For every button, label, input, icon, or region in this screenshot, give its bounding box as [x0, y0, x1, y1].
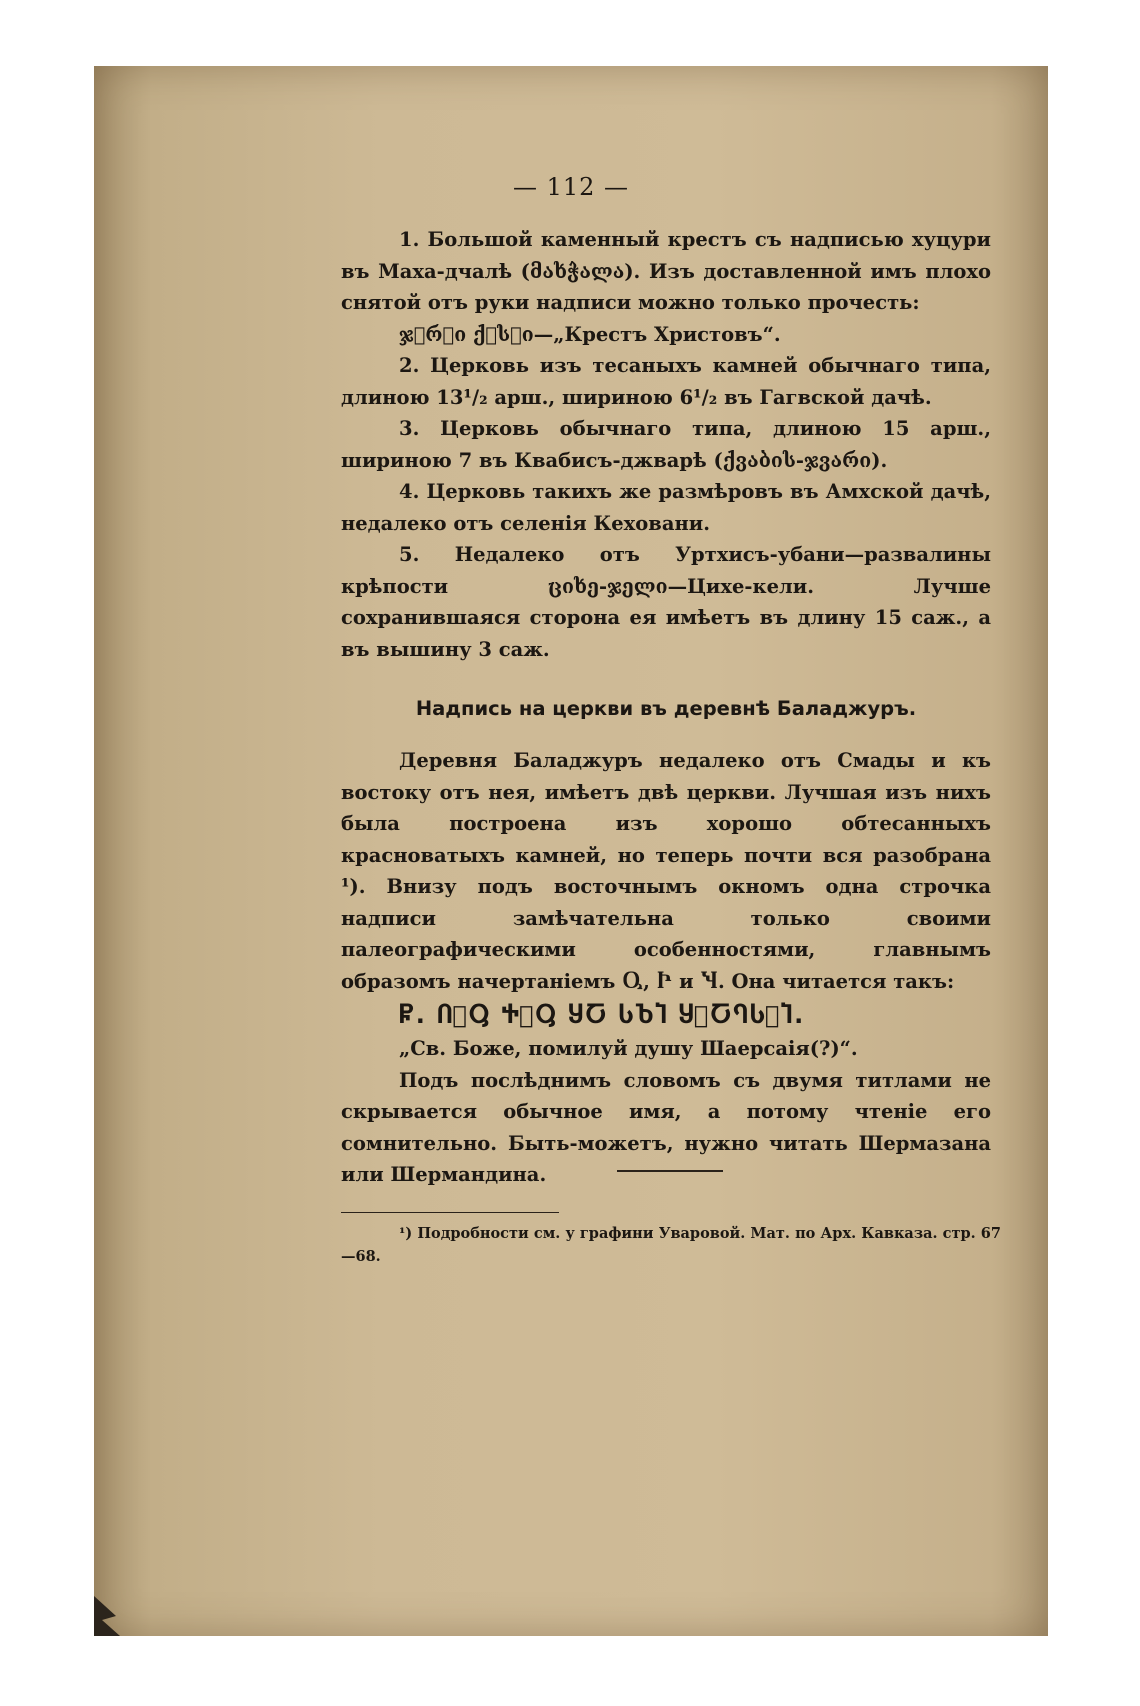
footnote — [341, 1222, 1001, 1268]
paragraph-1: 1. Большой каменный крестъ съ надписью хуцури въ Маха-дчалѣ (მახჭალა). Изъ доставленной имъ плохо снятой отъ руки надписи можно только прочесть: — [341, 228, 991, 314]
paragraph-3: 3. Церковь обычнаго типа, длиною 15 арш., шириною 7 въ Квабисъ-джварѣ (ქვაბის-ჯვარი). — [341, 417, 991, 472]
footnote-divider — [341, 1212, 559, 1213]
paragraph-4: 4. Церковь такихъ же размѣровъ въ Амхской дачѣ, недалеко отъ селенія Кеховани. — [341, 480, 991, 535]
main-text — [341, 224, 991, 1191]
inscription-translation: „Св. Боже, помилуй душу Шаерсаія(?)“. — [399, 1037, 858, 1060]
section-heading: Надпись на церкви въ деревнѣ Баладжуръ. — [415, 697, 917, 720]
section-paragraph-1: Деревня Баладжуръ недалеко отъ Смады и къ востоку отъ нея, имѣетъ двѣ церкви. Лучшая изъ нихъ была построена изъ хорошо обтесанныхъ красноватыхъ камней, но теперь почти вся разобрана ¹). Внизу подъ восточнымъ окномъ одна строчка надписи замѣчательна только своими палеографическими особенностями, главнымъ образомъ начертаніемъ Ⴓ, Ⴡ и Ⴏ. Она читается такъ: — [341, 749, 991, 993]
section-paragraph-2: Подъ послѣднимъ словомъ съ двумя титлами не скрывается обычное имя, а потому чтеніе его сомнительно. Быть-можетъ, нужно читать Шермазана или Шермандина. — [341, 1068, 991, 1186]
inscription-line: Ⴜ. Ⴖ︦Ⴓ Ⴕ︦Ⴓ ႸႠ ႱႦႨ Ⴘ︦ႠႤႱ︦Ⴈ. — [399, 1001, 806, 1029]
torn-corner-mark — [94, 1576, 134, 1636]
page-number: — 112 — — [512, 173, 630, 201]
paragraph-1-inscription: ჯ︦რ︦ი ქ︦ს︦ი—„Крестъ Христовъ“. — [399, 322, 781, 346]
paragraph-5: 5. Недалеко отъ Уртхисъ-убани—развалины крѣпости ციხე-ჯელი—Цихе-кели. Лучше сохранившаяся сторона ея имѣетъ въ длину 15 саж., а въ вышину 3 саж. — [341, 543, 991, 661]
section-divider — [617, 1170, 723, 1172]
paragraph-2: 2. Церковь изъ тесаныхъ камней обычнаго типа, длиною 13¹/₂ арш., шириною 6¹/₂ въ Гагвской дачѣ. — [341, 354, 991, 409]
footnote-text: ¹) Подробности см. у графини Уваровой. Мат. по Арх. Кавказа. стр. 67—68. — [341, 1225, 1001, 1265]
book-page — [94, 66, 1048, 1636]
